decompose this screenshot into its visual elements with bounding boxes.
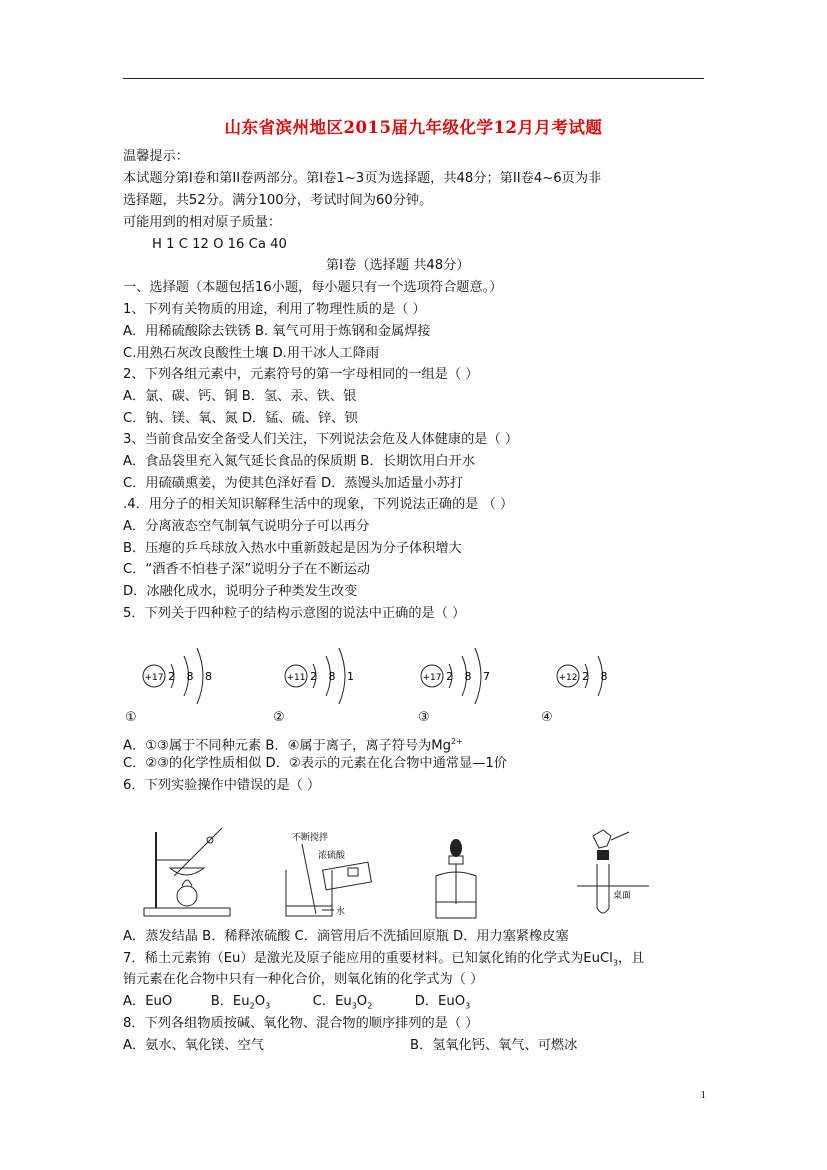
nucleus-label: +11: [286, 673, 306, 683]
nucleus-label: +17: [422, 673, 442, 683]
option-line: A．食品袋里充入氮气延长食品的保质期 B．长期饮用白开水: [123, 454, 475, 469]
page-number: 1: [700, 1089, 706, 1101]
atom-diagram: [552, 638, 642, 716]
question-6: 6．下列实验操作中错误的是（ ）: [123, 778, 321, 793]
section-heading: 第Ⅰ卷（选择题 共48分）: [326, 258, 470, 273]
question-3: 3、当前食品安全备受人们关注，下列说法会危及人体健康的是（ ）: [123, 432, 519, 447]
text-line: 可能用到的相对原子质量：: [123, 215, 282, 230]
atomic-mass-list: H 1 C 12 O 16 Ca 40: [152, 237, 287, 252]
option-line: C．②③的化学性质相似 D．②表示的元素在化合物中通常显—1价: [123, 756, 507, 771]
question-7-cont: 铕元素在化合物中只有一种化合价，则氧化铕的化学式为（ ）: [123, 972, 484, 987]
option-line: C.用熟石灰改良酸性土壤 D.用干冰人工降雨: [123, 346, 380, 361]
shell-electrons: 2 8 1: [310, 670, 358, 683]
nucleus-label: +12: [558, 673, 578, 683]
acid-label: 浓硫酸: [318, 851, 346, 861]
header-rule: [123, 78, 704, 79]
option-line: B．压瘪的乒乓球放入热水中重新鼓起是因为分子体积增大: [123, 541, 462, 556]
option-line: A．EuO B．$Eu_2O_3$ C．$Eu_3O_2$ D．EuO$_3$: [123, 994, 471, 1011]
diagram-number: ③: [418, 710, 430, 725]
question-4: .4．用分子的相关知识解释生活中的现象，下列说法正确的是 （ ）: [123, 497, 514, 512]
nucleus-label: +17: [144, 673, 164, 683]
option-line: A．①③属于不同种元素 B．④属于离子，离子符号为$Mg^{2+}$: [123, 737, 463, 754]
question-8: 8．下列各组物质按碱、氧化物、混合物的顺序排列的是（ ）: [123, 1016, 479, 1031]
question-5: 5．下列关于四种粒子的结构示意图的说法中正确的是（ ）: [123, 606, 466, 621]
page-title: 山东省滨州地区2015届九年级化学12月月考试题: [224, 118, 603, 137]
shell-electrons: 2 8: [582, 670, 612, 683]
stir-label: 不断搅拌: [292, 833, 329, 843]
option-line: C．“酒香不怕巷子深”说明分子在不断运动: [123, 562, 371, 577]
option-line: D．冰融化成水，说明分子种类发生改变: [123, 584, 358, 599]
diagram-number: ②: [273, 710, 285, 725]
diagram-number: ④: [541, 710, 553, 725]
option-line: A．蒸发结晶 B．稀释浓硫酸 C．滴管用后不洗插回原瓶 D．用力塞紧橡皮塞: [123, 929, 569, 944]
text-line: 温馨提示：: [123, 149, 189, 164]
diagram-number: ①: [125, 710, 137, 725]
question-2: 2、下列各组元素中，元素符号的第一字母相同的一组是（ ）: [123, 367, 479, 382]
atom-diagram: [280, 638, 390, 716]
water-label: 水: [336, 907, 346, 917]
option-line: C．用硫磺熏姜，为使其色泽好看 D．蒸馒头加适量小苏打: [123, 476, 464, 491]
option-line: A．氯、碳、钙、铜 B．氢、汞、铁、银: [123, 389, 357, 404]
option-line: A．用稀硫酸除去铁锈 B. 氧气可用于炼钢和金属焊接: [123, 324, 431, 339]
shell-electrons: 2 8 7: [446, 670, 494, 683]
evaporation-apparatus-image: [138, 824, 238, 924]
question-1: 1、下列有关物质的用途，利用了物理性质的是（ ）: [123, 302, 426, 317]
question-7: 7．稀土元素铕（Eu）是激光及原子能应用的重要材料。已知氯化铕的化学式为EuCl$_3$，且: [123, 951, 645, 968]
dropper-bottle-image: [430, 838, 490, 926]
option-line: B．氢氧化钙、氧气、可燃冰: [410, 1038, 578, 1053]
option-line: C．钠、镁、氧、氮 D．锰、硫、锌、钡: [123, 411, 358, 426]
stopper-tube-image: [573, 826, 653, 924]
shell-electrons: 2 8 8: [168, 670, 216, 683]
table-label: 桌面: [613, 891, 632, 901]
option-line: A．分离液态空气制氧气说明分子可以再分: [123, 519, 370, 534]
atom-diagram: [416, 638, 526, 716]
section-instruction: 一、选择题（本题包括16小题，每小题只有一个选项符合题意。）: [123, 280, 503, 295]
dilute-acid-apparatus-image: [272, 830, 382, 924]
option-line: A．氨水、氧化镁、空气: [123, 1038, 264, 1053]
text-line: 选择题，共52分。满分100分，考试时间为60分钟。: [123, 193, 433, 208]
atom-diagram: [138, 638, 248, 716]
text-line: 本试题分第Ⅰ卷和第II卷两部分。第Ⅰ卷1~3页为选择题，共48分；第II卷4~6页为非: [123, 171, 602, 186]
